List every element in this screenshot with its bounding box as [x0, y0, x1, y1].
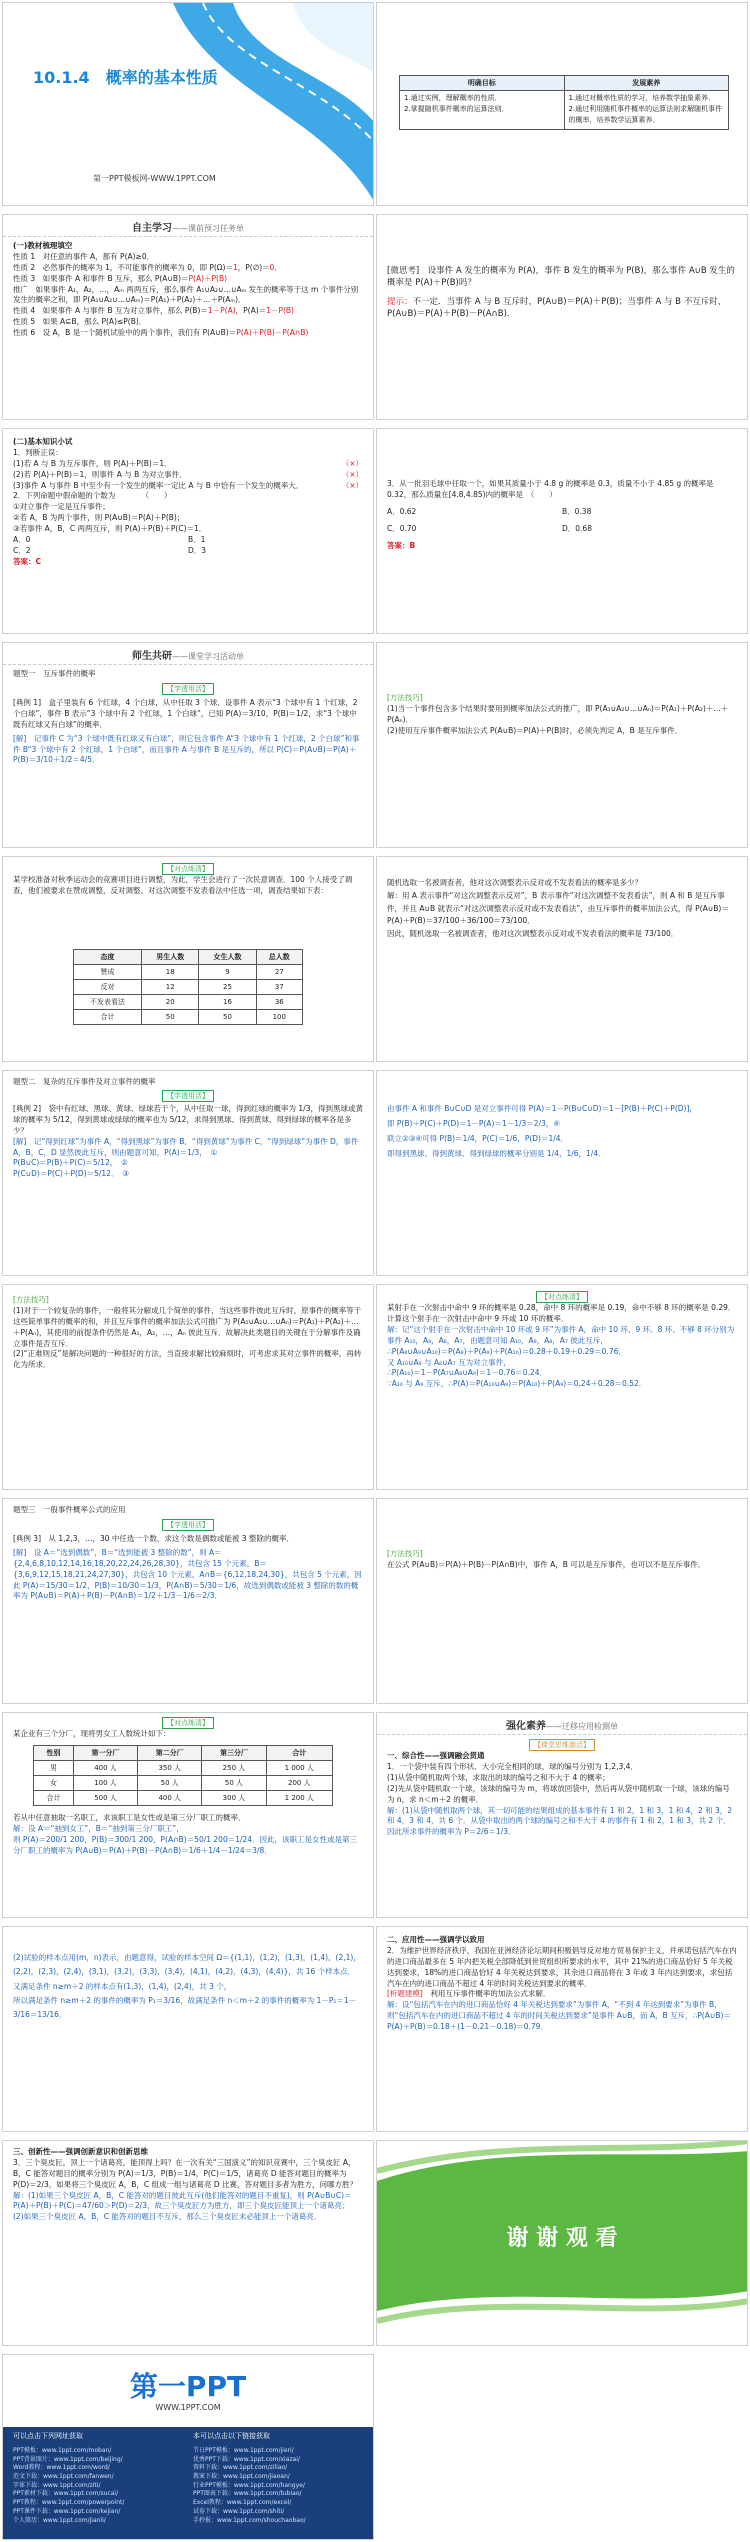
practice-question: 随机选取一名被调查者，他对这次调整表示反对或不发表看法的概率是多少？: [387, 878, 642, 887]
resource-link[interactable]: Word教程：www.1ppt.com/word/: [13, 2464, 110, 2472]
tag-label: 【学透用活】: [162, 683, 214, 695]
table-row: [34, 1776, 333, 1791]
think-slide: [376, 214, 748, 420]
table-cell: 27: [256, 965, 302, 980]
practice1-solution: [376, 856, 748, 1062]
brand-text: 第一PPT模板网-WWW.1PPT.COM: [93, 174, 216, 183]
goals-header: 明确目标: [400, 76, 565, 91]
example-text: [典例 3] 从 1,2,3，…，30 中任选一个数，求这个数是偶数或能被 3 整除的概率．: [13, 1534, 294, 1544]
table-cell: 50: [142, 1010, 199, 1025]
resource-link[interactable]: 试卷下载：www.1ppt.com/shiti/: [193, 2507, 285, 2515]
table-header: 总人数: [256, 950, 302, 965]
link-list: [13, 2447, 363, 2525]
example3-slide: 题型三 一般事件概率公式的应用 【学透用活】 [典例 3] 从 1,2,3，…，30 中任选一个数，求这个数是偶数或能被 3 整除的概率． [解] 设 A＝“选到偶数”，B＝“选到能被 3 整除的数”，则 A＝{2,4,6,8,10,12,14,16,18,20,22,24,26,28,30}，共包含 15 个元素，B＝{3,6,9,12,15,18,21,24,27,30}，共包含 10 个元素，A∩B＝{6,12,18,24,30}，共包含 5 个元素，因此 P(A)＝15/30＝1/2，P(B)＝10/30＝1/3，P(A∩B)＝5/30＝1/6，故选到偶数或能被 3 整除的数的概率为 P(A∪B)＝P(A)＋P(B)－P(A∩B)＝1/2＋1/3－1/6＝2/3．: [2, 1498, 374, 1704]
table-cell: 反对: [74, 980, 142, 995]
quiz-q2: 2．下列命题中假命题的个数为 （ ）: [13, 491, 172, 501]
table-cell: 250 人: [202, 1761, 266, 1776]
table-row: [34, 1791, 333, 1806]
resource-link[interactable]: 手抄报：www.1ppt.com/shouchaobao/: [193, 2516, 306, 2524]
method-tag: [方法技巧]: [387, 693, 423, 702]
section-head: 自主学习: [132, 223, 172, 234]
table-cell: 16: [199, 995, 256, 1010]
self-study-slide: [2, 214, 374, 420]
tag-label: 【对点练清】: [162, 863, 214, 875]
section-sub: ——课前预习任务单: [172, 224, 244, 233]
table-header: 第一分厂: [73, 1746, 137, 1761]
ad-right-title: 本可以点击以下链接获取: [193, 2432, 270, 2440]
property-5: 性质 5 如果 A⊆B，那么 P(A)≤P(B)．: [13, 317, 147, 327]
innovation-slide: 三、创新性——强调创新意识和创新思维 3．三个臭皮匠，顶上一个诸葛亮，能顶得上吗？在一次有关“三国演义”的知识竞赛中，三个臭皮匠 A，B，C 能答对题目的概率分别为 P(A)＝1/3，P(B)＝1/4，P(C)＝1/5，诸葛亮 D 能答对题目的概率为 P(D)＝2/3，如果将三个臭皮匠 A，B，C 组成一组与诸葛亮 D 比赛，答对题目多者为胜方，问哪方胜？ 解：(1)如果三个臭皮匠 A，B，C 能答对的题目彼此互斥(他们能答对的题目不重复)，则 P(A∪B∪C)＝P(A)＋P(B)＋P(C)＝47/60＞P(D)＝2/3，故三个臭皮匠方为胜方，即三个臭皮匠能顶上一个诸葛亮； (2)如果三个臭皮匠 A，B，C 能答对的题目不互斥，那么三个臭皮匠未必能顶上一个诸葛亮．: [2, 2140, 374, 2346]
hint-answer: 不一定．当事件 A 与 B 互斥时，P(A∪B)＝P(A)＋P(B)；当事件 A 与 B 不互斥时，P(A∪B)＝P(A)＋P(B)－P(A∩B)．: [387, 296, 727, 319]
table-cell: 18: [142, 965, 199, 980]
table-header: 第三分厂: [202, 1746, 266, 1761]
table-row: [74, 965, 303, 980]
resource-link[interactable]: 节日PPT模板：www.1ppt.com/jieri/: [193, 2447, 294, 2454]
title-slide: [2, 2, 374, 206]
resource-link[interactable]: 字体下载：www.1ppt.com/ziti/: [13, 2481, 101, 2489]
answer: 答案：B: [387, 540, 416, 550]
sub-heading: (一)教材梳理填空: [13, 241, 73, 250]
practice1-slide: [2, 856, 374, 1062]
quiz-item: (2)若 P(A)＋P(B)＝1，则事件 A 与 B 为对立事件．: [13, 469, 187, 479]
resource-link[interactable]: PPT课件下载：www.1ppt.com/kejian/: [13, 2507, 121, 2515]
property-1: 性质 1 对任意的事件 A，都有 P(A)≥0．: [13, 251, 155, 261]
table-row: [74, 1010, 303, 1025]
table-cell: 男: [34, 1761, 74, 1776]
table-header: 第二分厂: [138, 1746, 202, 1761]
table-row: [74, 995, 303, 1010]
table-header: 女生人数: [199, 950, 256, 965]
thanks-slide: [376, 2140, 748, 2346]
example-text: [典例 1] 盒子里装有 6 个红球，4 个白球，从中任取 3 个球．设事件 A 表示“3 个球中有 1 个红球，2 个白球”，事件 B 表示“3 个球中有 2 个红球，1 个白球”，已知 P(A)＝3/10，P(B)＝1/2，求“3 个球中既有红球又有白球”的概率．: [13, 698, 358, 729]
table-row: [74, 980, 303, 995]
method-2: (2)“正难则反”是解决问题的一种很好的方法，当直接求解比较麻烦时，可考虑求其对立事件的概率，再转化为所求．: [13, 1349, 362, 1370]
resource-link[interactable]: PPT背景图片：www.1ppt.com/beijing/: [13, 2455, 123, 2463]
table-cell: 500 人: [73, 1791, 137, 1806]
topic-title: 题型一 互斥事件的概率: [13, 669, 96, 678]
table-cell: 50 人: [138, 1776, 202, 1791]
section-head: 师生共研: [132, 651, 172, 662]
resource-link[interactable]: 个人简历：www.1ppt.com/jianli/: [13, 2516, 106, 2524]
table-cell: 100 人: [73, 1776, 137, 1791]
table-header: 合计: [266, 1746, 332, 1761]
application-slide: 二、应用性——强调学以致用 2．为维护世界经济秩序，我国在亚洲经济论坛期间积极倡导反对地方贸易保护主义，并承诺包括汽车在内的进口商品最多在 5 年内把关税全部降低到世贸组织所要求的水平，其中 21%的进口商品恰好 5 年关税达到要求，18%的进口商品恰好 4 年关税达到要求，其余进口商品将在 3 年或 3 年内达到要求，求包括汽车在内的进口商品不超过 4 年的时间关税达到要求的概率． [析题建模] 利用互斥事件概率的加法公式求解． 解：设“包括汽车在内的进口商品恰好 4 年关税达到要求”为事件 A，“不到 4 年达到要求”为事件 B，则“包括汽车在内的进口商品不超过 4 年的时间关税达到要求”是事件 A∪B，而 A，B 互斥，∴P(A∪B)＝P(A)＋P(B)＝0.18＋(1－0.21－0.18)＝0.79．: [376, 1926, 748, 2132]
enhance-slide: 强化素养——迁移应用检测单 【课堂思维激活】 一、综合性——强调融会贯通 1．一个袋中装有四个形状、大小完全相同的球，球的编号分别为 1,2,3,4． (1)从袋中随机取两个球，求取出的球的编号之和不大于 4 的概率； (2)先从袋中随机取一个球，该球的编号为 m，将球放回袋中，然后再从袋中随机取一个球，该球的编号为 n，求 n＜m＋2 的概率． 解：(1)从袋中随机取两个球，其一切可能的结果组成的基本事件有 1 和 2，1 和 3，1 和 4，2 和 3，2 和 4，3 和 4，共 6 个．从袋中取出的两个球的编号之和不大于 4 的事件有 1 和 2，1 和 3，共 2 个．因此所求事件的概率为 P＝2/6＝1/3．: [376, 1712, 748, 1918]
practice-text: 某射手在一次射击中命中 9 环的概率是 0.28，命中 8 环的概率是 0.19，命中不够 8 环的概率是 0.29．计算这个射手在一次射击中命中 9 环或 10 环的概率．: [387, 1303, 736, 1324]
goal-1: 1.通过实例，理解概率的性质．: [404, 94, 502, 102]
table-cell: 合计: [74, 1010, 142, 1025]
table-cell: 12: [142, 980, 199, 995]
resource-link[interactable]: 行业PPT模板：www.1ppt.com/hangye/: [193, 2481, 305, 2489]
resource-link[interactable]: PPT图表下载：www.1ppt.com/tubiao/: [193, 2490, 302, 2498]
quiz-item: (1)若 A 与 B 为互斥事件，则 P(A)＋P(B)＝1．: [13, 458, 172, 468]
resource-link[interactable]: Excel教程：www.1ppt.com/excel/: [193, 2499, 292, 2507]
table-cell: 400 人: [138, 1791, 202, 1806]
answer: 答案：C: [13, 556, 42, 566]
practice-solution: 解：用 A 表示事件“对这次调整表示反对”，B 表示事件“对这次调整不发表看法”，则 A 和 B 是互斥事件，并且 A∪B 就表示“对这次调整表示反对或不发表看法”，由互斥事件的概率加法公式，得 P(A∪B)＝P(A)＋P(B)＝37/100＋36/100＝73/100．: [387, 890, 729, 926]
property-3: 性质 3 如果事件 A 和事件 B 互斥，那么 P(A∪B)＝P(A)＋P(B): [13, 273, 228, 283]
property-6: 性质 6 设 A，B 是一个随机试验中的两个事件，我们有 P(A∪B)＝P(A)＋P(B)－P(A∩B): [13, 328, 309, 337]
literacy-header: 发展素养: [564, 76, 729, 91]
table-cell: 300 人: [202, 1791, 266, 1806]
think-question: [微思考] 设事件 A 发生的概率为 P(A)，事件 B 发生的概率为 P(B)，那么事件 A∪B 发生的概率是 P(A)＋P(B)吗？: [387, 266, 735, 289]
example2-slide: 题型二 复杂的互斥事件及对立事件的概率 【学透用活】 [典例 2] 袋中有红球、黑球、黄球、绿球若干个，从中任取一球，得到红球的概率为 1/3，得到黑球或黄球的概率为 5/12，得到黄球或绿球的概率也为 5/12，求得到黑球、得到黄球、得到绿球的概率各是多少？ [解] 记“得到红球”为事件 A，“得到黑球”为事件 B，“得到黄球”为事件 C，“得到绿球”为事件 D，事件 A，B，C，D 显然彼此互斥，则由题意可知，P(A)＝1/3， ① P(B∪C)＝P(B)＋P(C)＝5/12， ② P(C∪D)＝P(C)＋P(D)＝5/12． ③: [2, 1070, 374, 1276]
property-ext: 推广 如果事件 A₁，A₂，…，Aₘ 两两互斥，那么事件 A₁∪A₂∪…∪Aₘ 发生的概率等于这 m 个事件分别发生的概率之和，即 P(A₁∪A₂∪…∪Aₘ)＝P(A₁)＋P(A₂)＋…＋P(Aₘ)．: [13, 284, 359, 305]
literacy-2: 2.通过利用随机事件概率的运算法则求解随机事件的概率，培养数学运算素养．: [568, 105, 723, 125]
practice-conclusion: 因此，随机选取一名被调查者，他对这次调整表示反对或不发表看法的概率是 73/100．: [387, 929, 679, 938]
table-cell: 37: [256, 980, 302, 995]
table-cell: 36: [256, 995, 302, 1010]
resource-link[interactable]: 教案下载：www.1ppt.com/jiaoan/: [193, 2473, 290, 2481]
table-row: [34, 1761, 333, 1776]
table-cell: 25: [199, 980, 256, 995]
method-2: (2)使用互斥事件概率加法公式 P(A∪B)＝P(A)＋P(B)时，必须先判定 A，B 是互斥事件．: [387, 725, 683, 735]
topic-title: 题型二 复杂的互斥事件及对立事件的概率: [13, 1077, 156, 1086]
practice2-slide: 【对点练清】 某射手在一次射击中命中 9 环的概率是 0.28，命中 8 环的概率是 0.19，命中不够 8 环的概率是 0.29．计算这个射手在一次射击中命中 9 环或 10 环的概率． 解：记“这个射手在一次射击中命中 10 环或 9 环”为事件 A，命中 10 环、9 环、8 环、不够 8 环分别为事件 A₁₀，A₉，A₈，A₇，由题意可知 A₁₀，A₉，A₈，A₇ 彼此互斥， ∴P(A₈∪A₉∪A₁₀)＝P(A₈)＋P(A₉)＋P(A₁₀)＝0.28＋0.19＋0.29＝0.76． 又 A₁₀∪A₉ 与 A₈∪A₇ 互为对立事件， ∴P(A₁₀)＝1－P(A₇∪A₈∪A₉)＝1－0.76＝0.24． ∵A₁₀ 与 A₉ 互斥，∴P(A)＝P(A₁₀∪A₉)＝P(A₁₀)＋P(A₉)＝0.24＋0.28＝0.52．: [376, 1284, 748, 1490]
table-cell: 400 人: [73, 1761, 137, 1776]
resource-link[interactable]: PPT教程：www.1ppt.com/powerpoint/: [13, 2499, 125, 2507]
resource-link[interactable]: PPT模板：www.1ppt.com/moban/: [13, 2447, 112, 2454]
goals-slide: [376, 2, 748, 206]
quiz-q1: 1．判断正误：: [13, 447, 63, 457]
table-header: 男生人数: [142, 950, 199, 965]
goal-2: 2.掌握随机事件概率的运算法则．: [404, 105, 509, 114]
hint-label: 提示：: [387, 296, 413, 307]
table-cell: 50: [199, 1010, 256, 1025]
resource-link[interactable]: PPT素材下载：www.1ppt.com/sucai/: [13, 2490, 119, 2498]
table-cell: 不发表看法: [74, 995, 142, 1010]
literacy-1: 1.通过对概率性质的学习，培养数学抽象素养．: [568, 94, 716, 102]
table-cell: 200 人: [266, 1776, 332, 1791]
property-4: 性质 4 如果事件 A 与事件 B 互为对立事件，那么 P(B)＝1－P(A)，P(A)＝1－P(B): [13, 306, 294, 316]
method2-slide: [方法技巧] (1)对于一个较复杂的事件，一般将其分解成几个简单的事件，当这些事件彼此互斥时，原事件的概率等于这些简单事件的概率的和，并且互斥事件的概率加法公式可推广为 P(A₁∪A₂∪…∪Aₙ)＝P(A₁)＋P(A₂)＋…＋P(Aₙ)，其使用的前提条件仍然是 A₁，A₂，…，Aₙ 彼此互斥．故解决此类题目的关键在于分解事件及确立事件是否互斥． (2)“正难则反”是解决问题的一种很好的方法，当直接求解比较麻烦时，可考虑求其对立事件的概率，再转化为所求．: [2, 1284, 374, 1490]
table-cell: 50 人: [202, 1776, 266, 1791]
quiz-slide-2: 3．从一批羽毛球中任取一个，如果其质量小于 4.8 g 的概率是 0.3，质量不小于 4.85 g 的概率是 0.32，那么质量在[4.8,4.85)内的概率是 （ ） A．0.62 B．0.38 C．0.70 D．0.68 答案：B: [376, 428, 748, 634]
solution-text: [解] 记“得到红球”为事件 A，“得到黑球”为事件 B，“得到黄球”为事件 C，“得到绿球”为事件 D，事件 A，B，C，D 显然彼此互斥，则由题意可知，P(A)＝1/3， ①: [13, 1136, 359, 1157]
table-header: 态度: [74, 950, 142, 965]
enhance-solution: (2)试验的样本点用(m，n)表示，由题意得，试验的样本空间 Ω＝{(1,1)，(1,2)，(1,3)，(1,4)，(2,1)，(2,2)，(2,3)，(2,4)，(3,1)，(3,2)，(3,3)，(3,4)，(4,1)，(4,2)，(4,3)，(4,4)}，共 16 个样本点． 又满足条件 n≥m＋2 的样本点有(1,3)，(1,4)，(2,4)，共 3 个， 所以满足条件 n≥m＋2 的事件的概率为 P₁＝3/16，故满足条件 n＜m＋2 的事件的概率为 1－P₁＝1－3/16＝13/16．: [2, 1926, 374, 2132]
quiz-q3: 3．从一批羽毛球中任取一个，如果其质量小于 4.8 g 的概率是 0.3，质量不小于 4.85 g 的概率是 0.32，那么质量在[4.8,4.85)内的概率是 （ ）: [387, 479, 714, 499]
property-2: 性质 2 必然事件的概率为 1，不可能事件的概率为 0，即 P(Ω)＝1，P(∅)＝0．: [13, 262, 282, 272]
logo-text: 第一PPT: [129, 2370, 247, 2403]
method-1: (1)当一个事件包含多个结果时要用到概率加法公式的推广，即 P(A₁∪A₂∪…∪Aₙ)＝P(A₁)＋P(A₂)＋…＋P(Aₙ)．: [387, 703, 729, 724]
solution-text: [解] 记事件 C 为“3 个球中既有红球又有白球”，则它包含事件 A“3 个球中有 1 个红球，2 个白球”和事件 B“3 个球中有 2 个红球，1 个白球”，而且事件 A 与事件 B 是互斥的，所以 P(C)＝P(A∪B)＝P(A)＋P(B)＝3/10＋1/2＝4/5．: [13, 733, 360, 765]
quiz-item: (3)事件 A 与事件 B 中至少有一个发生的概率一定比 A 与 B 中恰有一个发生的概率大．: [13, 480, 304, 490]
table-cell: 女: [34, 1776, 74, 1791]
resource-link[interactable]: 范文下载：www.1ppt.com/fanwen/: [13, 2473, 114, 2481]
method3-slide: [方法技巧] 在公式 P(A∪B)＝P(A)＋P(B)－P(A∩B)中，事件 A，B 可以是互斥事件，也可以不是互斥事件．: [376, 1498, 748, 1704]
practice-text: 某学校准备对秋季运动会的竞赛项目进行调整，为此，学生会进行了一次民意调查．100 个人接受了调查，他们被要求在赞成调整、反对调整、对这次调整不发表看法中任选一项，调查结果如下表：: [13, 875, 353, 896]
resource-link[interactable]: 资料下载：www.1ppt.com/ziliao/: [193, 2464, 288, 2472]
sub-heading: (二)基本知识小试: [13, 437, 73, 446]
example-text: [典例 2] 袋中有红球、黑球、黄球、绿球若干个，从中任取一球，得到红球的概率为 1/3，得到黑球或黄球的概率为 5/12，得到黄球或绿球的概率也为 5/12，求得到黑球、得到黄球、得到绿球的概率各是多少？: [13, 1104, 363, 1135]
table-cell: 350 人: [138, 1761, 202, 1776]
ad-slide: [2, 2354, 374, 2540]
table-cell: 1 200 人: [266, 1791, 332, 1806]
table-cell: 1 000 人: [266, 1761, 332, 1776]
table-cell: 9: [199, 965, 256, 980]
table-cell: 合计: [34, 1791, 74, 1806]
example2-solution: 由事件 A 和事件 B∪C∪D 是对立事件可得 P(A)＝1－P(B∪C∪D)＝1－[P(B)＋P(C)＋P(D)]， 即 P(B)＋P(C)＋P(D)＝1－P(A)＝1－1/3＝2/3，④ 联立②③④可得 P(B)＝1/4，P(C)＝1/6，P(D)＝1/4． 即得到黑球、得到黄球、得到绿球的概率分别是 1/4，1/6，1/4．: [376, 1070, 748, 1276]
ad-left-title: 可以点击下列网址获取: [13, 2432, 83, 2440]
quiz-slide: (二)基本知识小试 1．判断正误： (1)若 A 与 B 为互斥事件，则 P(A)＋P(B)＝1． （×） (2)若 P(A)＋P(B)＝1，则事件 A 与 B 为对立事件． （×） (3)事件 A 与事件 B 中至少有一个发生的概率一定比 A 与 B 中恰有一个发生的概率大． （×） 2．下列命题中假命题的个数为 （ ） ①对立事件一定是互斥事件； ②若 A，B 为两个事件，则 P(A∪B)＝P(A)＋P(B)； ③若事件 A，B，C 两两互斥，则 P(A)＋P(B)＋P(C)＝1． A．0 B．1 C．2 D．3 答案：C: [2, 428, 374, 634]
method-1: (1)对于一个较复杂的事件，一般将其分解成几个简单的事件，当这些事件彼此互斥时，原事件的概率等于这些简单事件的概率的和，并且互斥事件的概率加法公式可推广为 P(A₁∪A₂∪…∪Aₙ)＝P(A₁)＋P(A₂)＋…＋P(Aₙ)，其使用的前提条件仍然是 A₁，A₂，…，Aₙ 彼此互斥．故解决此类题目的关键在于分解事件及确立事件是否互斥．: [13, 1305, 362, 1348]
practice3-slide: 【对点练清】 某企业有三个分厂，现将男女工人数统计如下： 性别 第一分厂 第二分厂 第三分厂 合计 男 400 人 350 人 250 人 1 000 人 女 100 人 50 人 50 人 200 人 合计 500 人 400 人 300 人 1 200 人 若从中任意抽取一名职工，求该职工是女性或是第三分厂职工的概率． 解：设 A＝“抽到女工”，B＝“抽到第三分厂职工”， 则 P(A)＝200/1 200，P(B)＝300/1 200，P(A∩B)＝50/1 200＝1/24．因此，该职工是女性或是第三分厂职工的概率为 P(A∪B)＝P(A)＋P(B)－P(A∩B)＝1/6＋1/4－1/24＝3/8．: [2, 1712, 374, 1918]
table-cell: 100: [256, 1010, 302, 1025]
table-cell: 20: [142, 995, 199, 1010]
factory-table: [33, 1745, 333, 1806]
topic-title: 题型三 一般事件概率公式的应用: [13, 1505, 126, 1514]
table-header: 性别: [34, 1746, 74, 1761]
method-text: 在公式 P(A∪B)＝P(A)＋P(B)－P(A∩B)中，事件 A，B 可以是互斥事件，也可以不是互斥事件．: [387, 1559, 706, 1569]
resource-link[interactable]: 优秀PPT下载：www.1ppt.com/xiazai/: [193, 2455, 300, 2463]
example1-slide: 师生共研——课堂学习活动单 题型一 互斥事件的概率 【学透用活】 [典例 1] 盒子里装有 6 个红球，4 个白球，从中任取 3 个球．设事件 A 表示“3 个球中有 1 个红球，2 个白球”，事件 B 表示“3 个球中有 2 个红球，1 个白球”，已知 P(A)＝3/10，P(B)＝1/2，求“3 个球中既有红球又有白球”的概率． [解] 记事件 C 为“3 个球中既有红球又有白球”，则它包含事件 A“3 个球中有 1 个红球，2 个白球”和事件 B“3 个球中有 2 个红球，1 个白球”，而且事件 A 与事件 B 是互斥的，所以 P(C)＝P(A∪B)＝P(A)＋P(B)＝3/10＋1/2＝4/5．: [2, 642, 374, 848]
logo-url: WWW.1PPT.COM: [155, 2403, 221, 2412]
survey-table: [73, 949, 303, 1025]
method-slide: [376, 642, 748, 848]
solution-text: [解] 设 A＝“选到偶数”，B＝“选到能被 3 整除的数”，则 A＝{2,4,6,8,10,12,14,16,18,20,22,24,26,28,30}，共包含 15 个元素，B＝{3,6,9,12,15,18,21,24,27,30}，共包含 10 个元素，A∩B＝{6,12,18,24,30}，共包含 5 个元素，因此 P(A)＝15/30＝1/2，P(B)＝10/30＝1/3，P(A∩B)＝5/30＝1/6，故选到偶数或能被 3 整除的数的概率为 P(A∪B)＝P(A)＋P(B)－P(A∩B)＝1/2＋1/3－1/6＝2/3．: [13, 1547, 362, 1601]
goals-table: [399, 75, 729, 130]
table-cell: 赞成: [74, 965, 142, 980]
slide-title: 10.1.4 概率的基本性质: [33, 68, 218, 87]
thanks-text: 谢 谢 观 看: [506, 2226, 618, 2251]
